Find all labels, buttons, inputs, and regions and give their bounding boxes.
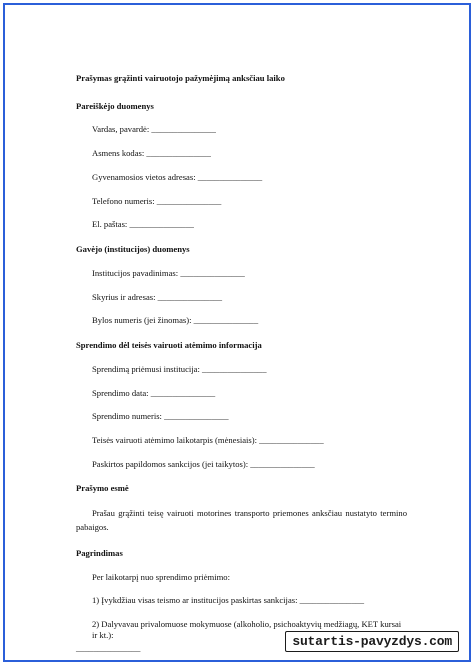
section-heading-applicant: Pareiškėjo duomenys <box>76 100 154 111</box>
grounds-intro: Per laikotarpį nuo sprendimo priėmimo: <box>92 571 230 582</box>
grounds-item-1: 1) Įvykdžiau visas teismo ar institucijos paskirtas sankcijas: _______________ <box>92 595 365 606</box>
field-email: El. paštas: _______________ <box>92 219 194 230</box>
document-body <box>76 73 407 653</box>
essence-paragraph: Prašau grąžinti teisę vairuoti motorines transporto priemones anksčiau nustatyto termino pabaigos. <box>76 508 407 532</box>
document-title: Prašymas grąžinti vairuotojo pažymėjimą anksčiau laiko <box>76 73 285 83</box>
field-decision-number: Sprendimo numeris: _______________ <box>92 411 229 422</box>
section-heading-recipient: Gavėjo (institucijos) duomenys <box>76 244 190 255</box>
grounds-item-2: 2) Dalyvavau privalomuose mokymuose (alkoholio, psichoaktyvių medžiagų, KET kursai ir kt.): <box>92 619 402 640</box>
field-institution-name: Institucijos pavadinimas: _______________ <box>92 267 245 278</box>
section-heading-essence: Prašymo esmė <box>76 483 129 494</box>
field-personal-code: Asmens kodas: _______________ <box>92 148 211 159</box>
field-decision-date: Sprendimo data: _______________ <box>92 387 216 398</box>
field-phone: Telefono numeris: _______________ <box>92 195 222 206</box>
field-full-name: Vardas, pavardė: _______________ <box>92 124 216 135</box>
section-heading-grounds: Pagrindimas <box>76 547 123 558</box>
field-revocation-period: Teisės vairuoti atėmimo laikotarpis (mėnesiais): _______________ <box>92 435 324 446</box>
field-additional-sanctions: Paskirtos papildomos sankcijos (jei taikytos): _______________ <box>92 458 315 469</box>
field-department-address: Skyrius ir adresas: _______________ <box>92 291 223 302</box>
grounds-item-2-blank: _______________ <box>76 642 141 653</box>
field-decision-institution: Sprendimą priėmusi institucija: _______________ <box>92 363 267 374</box>
document-page <box>3 3 471 662</box>
watermark-badge: sutartis-pavyzdys.com <box>285 631 459 652</box>
field-address: Gyvenamosios vietos adresas: _______________ <box>92 171 263 182</box>
field-case-number: Bylos numeris (jei žinomas): _______________ <box>92 315 259 326</box>
section-heading-decision: Sprendimo dėl teisės vairuoti atėmimo informacija <box>76 340 262 351</box>
